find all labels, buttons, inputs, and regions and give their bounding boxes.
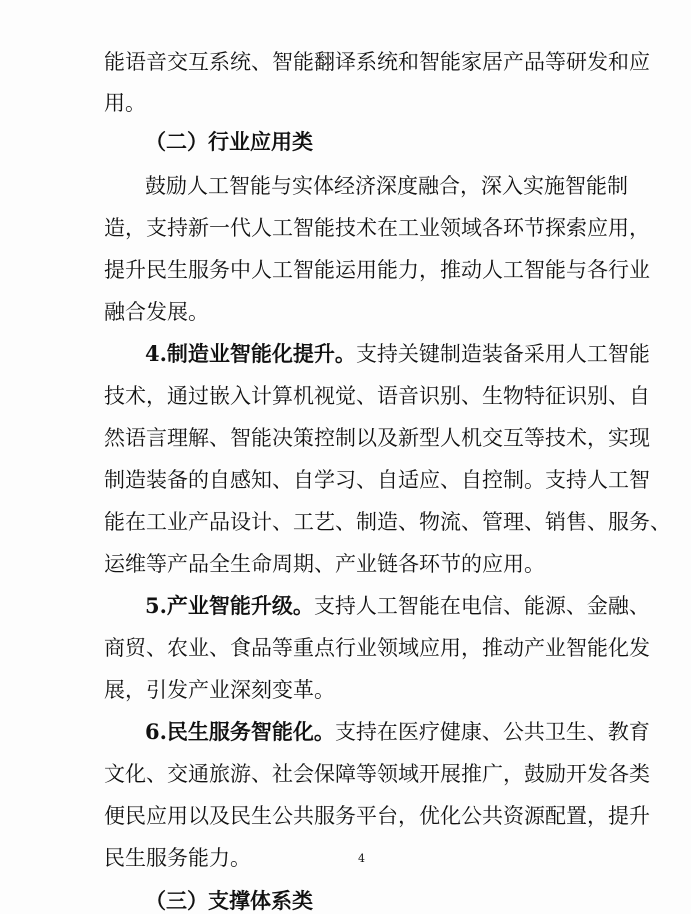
text-line-7 — [104, 297, 209, 327]
line-14-text: 支持人工智能在电信、能源、金融、 — [313, 594, 650, 618]
text-line-15 — [104, 633, 650, 663]
page-number: 4 — [358, 852, 365, 865]
line-6-text: 提升民生服务中人工智能运用能力，推动人工智能与各行业 — [104, 258, 650, 282]
text-line-14 — [145, 591, 650, 621]
line-13-text: 运维等产品全生命周期、产业链各环节的应用。 — [104, 552, 545, 576]
section-heading-3-text: （三）支撑体系类 — [145, 888, 313, 913]
item-6-heading: 6.民生服务智能化。 — [145, 719, 335, 744]
line-1-text: 能语音交互系统、智能翻译系统和智能家居产品等研发和应 — [104, 50, 650, 74]
line-4-text: 鼓励人工智能与实体经济深度融合，深入实施智能制 — [145, 174, 628, 198]
text-line-5 — [104, 213, 650, 243]
item-4-heading: 4.制造业智能化提升。 — [145, 341, 356, 366]
text-line-1 — [104, 47, 650, 77]
section-heading-support-system — [145, 886, 313, 916]
line-10-text: 然语言理解、智能决策控制以及新型人机交互等技术，实现 — [104, 426, 650, 450]
line-19-text: 便民应用以及民生公共服务平台，优化公共资源配置，提升 — [104, 804, 650, 828]
text-line-2 — [104, 88, 146, 118]
text-line-20 — [104, 843, 251, 873]
line-16-text: 展，引发产业深刻变革。 — [104, 678, 335, 702]
line-11-text: 制造装备的自感知、自学习、自适应、自控制。支持人工智 — [104, 468, 650, 492]
text-line-11 — [104, 465, 650, 495]
line-15-text: 商贸、农业、食品等重点行业领域应用，推动产业智能化发 — [104, 636, 650, 660]
section-heading-2-text: （二）行业应用类 — [145, 129, 313, 154]
line-12-text: 能在工业产品设计、工艺、制造、物流、管理、销售、服务、 — [104, 510, 671, 534]
line-8-text: 支持关键制造装备采用人工智能 — [355, 342, 650, 366]
line-18-text: 文化、交通旅游、社会保障等领域开展推广，鼓励开发各类 — [104, 762, 650, 786]
text-line-18 — [104, 759, 650, 789]
text-line-6 — [104, 255, 650, 285]
text-line-9 — [104, 381, 650, 411]
text-line-8 — [145, 339, 650, 369]
line-20-text: 民生服务能力。 — [104, 846, 251, 870]
line-2-text: 用。 — [104, 91, 146, 115]
line-17-text: 支持在医疗健康、公共卫生、教育 — [334, 720, 650, 744]
line-7-text: 融合发展。 — [104, 300, 209, 324]
item-5-heading: 5.产业智能升级。 — [145, 593, 314, 618]
line-5-text: 造，支持新一代人工智能技术在工业领域各环节探索应用， — [104, 216, 650, 240]
text-line-10 — [104, 423, 650, 453]
text-line-13 — [104, 549, 545, 579]
section-heading-industry-application — [145, 127, 313, 157]
text-line-17 — [145, 717, 650, 747]
text-line-4 — [145, 171, 628, 201]
text-line-19 — [104, 801, 650, 831]
text-line-16 — [104, 675, 335, 705]
line-9-text: 技术，通过嵌入计算机视觉、语音识别、生物特征识别、自 — [104, 384, 650, 408]
text-line-12 — [104, 507, 671, 537]
